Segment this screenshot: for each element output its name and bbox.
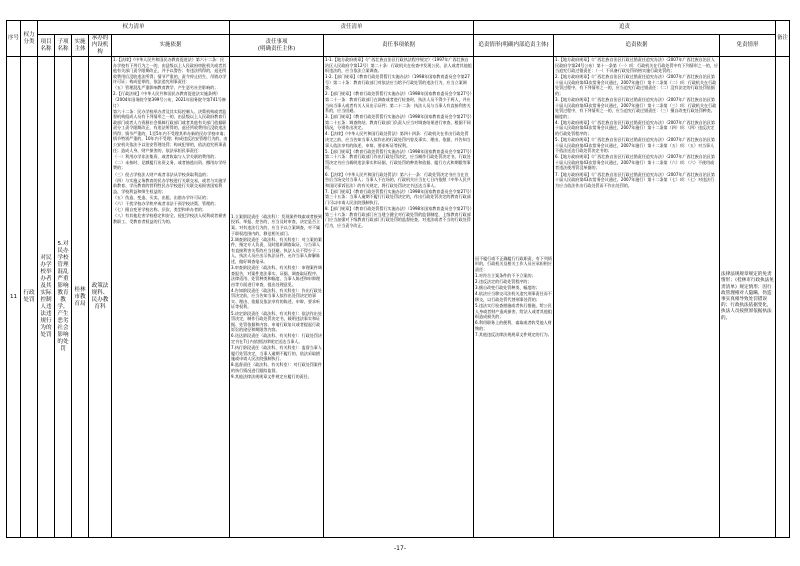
basis-paragraph: （四）与实施义务教育的民办学校进行关联交易，或者与实施学前教育、学历教育的营利性民办学校进行关联交易损害国家利益、学校利益和师生权益的；	[113, 177, 227, 194]
page-number: -17-	[394, 545, 406, 552]
cell-account-basis	[554, 57, 720, 538]
basis-paragraph: （一）利用办学非法集资，或者收取与入学关联的费用的；	[113, 153, 219, 159]
cell-resp-items	[230, 57, 324, 538]
account-case-paragraph: 7.其他违反法律法规规章文件规定的行为。	[475, 332, 552, 338]
account-case-paragraph	[475, 256, 552, 338]
basis-paragraph: （二）未按时、足额履行出资义务，或者抽逃出资、挪用办学经费的；	[113, 159, 227, 171]
header-resp-basis: 责任事项依据	[324, 35, 474, 57]
account-case-paragraph: 6.利用职务上的便利，索取或者收受他人财物的；	[475, 320, 552, 331]
cell-basis	[112, 57, 230, 538]
header-category: 权力分类	[21, 21, 38, 57]
resp-item-paragraph: 7.执行阶段责任（政法科、有关科室）：监督当事人履行处罚决定，当事人逾期不履行的，依法采取措施或申请人民法院强制执行。	[231, 345, 322, 362]
header-subject: 实施主体	[72, 35, 89, 57]
basis-paragraph: （五）管理混乱严重影响教育教学，产生恶劣社会影响的；	[113, 85, 219, 91]
basis-paragraph: 第六十二条：民办学校举办者及其实际控制人、决策机构或者监督机构组成人员有下列情形之一的，由县级以上人民政府教育行政部门或者人力资源社会保障行政部门或者其他有关部门依据职责分工责令限期改正，有违法所得的，退还所收费用后没收违法所得；情节严重的，1至5年内不受理其举办新的民办学校申请；情节特别严重的，10年内不受理；构成违反治安管理行为的，由公安机关依法予以治安管理处罚；构成犯罪的，依法追究刑事责任；造成人身、财产损害的，依法承担民事责任：	[113, 108, 228, 153]
resp-basis-paragraph: 5.【部门规章】《教育行政处罚暂行实施办法》（1998年国家教育委员会令第27号）第二十六条：教育行政部门作出行政处罚决定，应当制作行政处罚决定书，行政处罚决定书应当载明违法事实和证据、行政处罚的种类和依据、履行方式和期限等事项。	[325, 148, 472, 171]
header-subitem: 子项名称	[55, 35, 72, 57]
basis-paragraph: 1.【法律】《中华人民共和国民办教育促进法》第六十二条：民办学校有下列行为之一的，由县级以上人民政府审批机关或者其他有关部门责令限期改正，并予以警告；有违法所得的，退还所收费用后没收违法所得；情节严重的，责令停止招生、吊销办学许可证；构成犯罪的，依法追究刑事责任：	[113, 57, 227, 85]
basis-paragraph: （八）有其他危害学校稳定和安全、侵犯学校法人权利或者损害教职工、受教育者权益的行为的。	[113, 213, 227, 224]
resp-item-paragraph: 9.其他法律法规规章文件规定应履行的责任。	[231, 373, 312, 379]
resp-item-paragraph: 4.告知阶段责任（政法科、有关科室）：作出行政处罚决定前，应当告知当事人拟作出处罚决定的事实、理由、依据及依法享有的陈述、申辩、要求听证等权利。	[231, 287, 322, 310]
header-inner-unit: 承办的内设机构	[89, 35, 112, 57]
cell-seq: 11	[7, 57, 21, 538]
header-resp-items: 责任事项 (明确责任主体)	[230, 35, 324, 57]
resp-item-paragraph: 5.决定阶段责任（政法科、有关科室）：依法作出处罚决定，制作行政处罚决定书，载明违法事实和证据、处罚依据和内容、申请行政复议或者提起行政诉讼的途径和期限等内容。	[231, 310, 322, 333]
account-basis-paragraph: 5.【地方政府规章】《广西壮族自治区行政过错责任追究办法》（2007年广西壮族自治区第十届人民政府第43次常务会议通过，2007年施行）第十二条第（五）项：（五）对当事人不依法送达行政处罚决定书的；	[555, 137, 715, 154]
resp-basis-paragraph: 1-2.【部门规章】《教育行政处罚暂行实施办法》（1998年国家教育委员会令第27号）第二十条：教育行政部门对依法应当给予行政处罚的违法行为，应当立案调查。	[325, 74, 470, 91]
account-case-paragraph: 4.依法应当移交司法机关追究刑事责任而不移交，以行政处罚代替刑事处罚的；	[475, 291, 552, 302]
account-basis-paragraph: 6.【地方政府规章】《广西壮族自治区行政过错责任追究办法》（2007年广西壮族自治区第十届人民政府第43次常务会议通过，2007年施行）第十二条第（六）项：（六）不使用或者违法使用罚没单据的；	[555, 154, 715, 171]
resp-basis-paragraph: 7.【部门规章】《教育行政处罚暂行实施办法》（1998年国家教育委员会令第27号）第三十五条：当事人逾期不履行行政处罚决定的，作出行政处罚决定的教育行政部门可以申请人民法院强制执行。	[325, 188, 472, 205]
header-seq: 序号	[7, 21, 21, 57]
cell-exempt: 法律法规规章规定的免责情形；《桂林市行政执法免责清单》规定情形；因行政管理相对人隐瞒、伪造事实真相导致处罚错误的；行政执法依据变化，执法人员按照原依据执法的。	[720, 57, 776, 538]
resp-basis-paragraph: 6.【法律】《中华人民共和国行政处罚法》第六十一条：行政处罚决定书应当在宣告后当场交付当事人；当事人不在场的，行政机关应当在七日内依照《中华人民共和国民事诉讼法》的有关规定，将行政处罚决定书送达当事人。	[325, 171, 471, 188]
resp-item-paragraph	[231, 214, 322, 380]
basis-paragraph	[113, 57, 228, 224]
resp-basis-paragraph	[325, 57, 472, 228]
account-basis-paragraph: 7.【地方政府规章】《广西壮族自治区行政过错责任追究办法》（2007年广西壮族自治区第十届人民政府第43次常务会议通过，2007年施行）第十二条第（七）项：（七）对违法行为应当依法作出行政处罚而不作出处罚的。	[555, 171, 715, 188]
cell-account-case	[474, 57, 554, 538]
cell-category: 行政处罚	[21, 57, 38, 538]
account-basis-paragraph	[555, 57, 718, 188]
account-case-paragraph: 3.擅自改变行政处罚种类、幅度的；	[475, 285, 540, 291]
account-case-paragraph: 1.对符合立案条件的不予立案的；	[475, 273, 536, 279]
resp-item-paragraph: 6.送达阶段责任（政法科、有关科室）：行政处罚决定书在7日内依照法律规定送达当事人。	[231, 333, 322, 344]
header-basis: 实施依据	[112, 35, 230, 57]
resp-basis-paragraph: 4.【法律】《中华人民共和国行政处罚法》第四十四条：行政机关在作出行政处罚决定之前，应当告知当事人拟作出的行政处罚内容及事实、理由、依据，并告知当事人依法享有的陈述、申辩、要求听证等权利。	[325, 131, 471, 148]
resp-basis-paragraph: 3.【部门规章】《教育行政处罚暂行实施办法》（1998年国家教育委员会令第27号）第二十五条：调查终结，教育行政部门负责人应当对调查结果进行审查，根据不同情况，分别作出决定。	[325, 114, 472, 131]
resp-item-paragraph: 8.监督责任（政法科、有关科室）：对行政处罚案件的执行情况进行跟踪监督。	[231, 362, 322, 373]
resp-basis-paragraph: 2.【部门规章】《教育行政处罚暂行实施办法》（1998年国家教育委员会令第27号）第二十一条：教育行政部门在调查或者进行检查时，执法人员不得少于两人，并应当向当事人或者有关人员出示证件；第二十二条：执法人员与当事人有直接利害关系的，应当回避。	[325, 91, 472, 114]
basis-paragraph: （六）干扰学校办学秩序或者非法干预学校决策、管理的；	[113, 201, 219, 207]
resp-item-paragraph: 2.调查阶段责任（政法科、有关科室）：对立案的案件，指定专人负责，及时组织调查取证，与当事人有直接利害关系的应当回避。执法人员不得少于二人，执法人员应出示执法证件，允许当事人辩解陈述，做好调查笔录。	[231, 236, 322, 264]
account-case-paragraph: 5.违法实行检查措施或者执行措施，给公民人身或者财产造成损害、给法人或者其他组织造成损失的；	[475, 303, 552, 320]
basis-paragraph: （五）伪造、变造、买卖、出租、出借办学许可证的；	[113, 194, 211, 200]
header-item: 项目名称	[38, 35, 55, 57]
header-account-basis: 追责依据	[554, 35, 720, 57]
resp-item-paragraph: 1.立案阶段责任（政法科）：发现案件线索或者接到投诉、举报、控告的，应当及时审查，决定是否立案。对有违法行为的，应当予以立案调查，对不属于职权范围内的，移送相关部门。	[231, 213, 322, 236]
cell-item: 对民办学校举办者及其实际控制人违法违规行为的处罚	[38, 57, 55, 538]
account-basis-paragraph: 2.【地方政府规章】《广西壮族自治区行政过错责任追究办法》（2007年广西壮族自治区第十届人民政府第43次常务会议通过，2007年施行）第十二条第（二）项：行政机关在行政处罚过程中，有下列情形之一的，应当追究行政过错责任：（二）没有法定的行政处罚依据的；	[555, 74, 717, 96]
account-basis-paragraph: 1.【地方政府规章】《广西壮族自治区行政过错责任追究办法》（2007年广西壮族自治区人民政府令第24号公布）第十一条第（一）项：行政机关在行政处罚中有下列情形之一的，应当追究行政过错责任：（一）不具备行政处罚资格实施行政处罚的；	[555, 57, 719, 74]
cell-inner-unit: 政策法规科、民办教育科	[89, 57, 112, 538]
basis-paragraph: 2.【行政法规】《中华人民共和国民办教育促进法实施条例》（2004年国务院令第399号公布，2021年国务院令第741号修订）	[113, 91, 226, 108]
account-case-paragraph: 2.违反法定的行政处罚程序的；	[475, 279, 532, 285]
cell-remark	[776, 57, 790, 538]
cell-subject: 桂林市教育局	[72, 57, 89, 538]
basis-paragraph: （三）侵占学校法人财产或者非法从学校获取利益的；	[113, 171, 211, 177]
resp-basis-paragraph: 1-1.【地方政府规章】《广西壮族自治区行政执法程序规定》（1997年广西壮族自治区人民政府令第12号）第二十条：行政机关在检查中发现公民、法人或者其他组织违法的，应当依法立案调查。	[325, 57, 472, 74]
header-group-responsibility: 责任清单	[230, 21, 474, 35]
account-case-paragraph: 因不履行或不正确履行行政职责，有下列情形的，行政机关及相关工作人员应承担相应责任：	[475, 255, 552, 272]
header-group-accountability: 追责	[474, 21, 776, 35]
resp-item-paragraph: 3.审查阶段责任（政法科、有关科室）：审理案件调查报告，对案件违法事实、证据、调查取证程序、法律适用、处罚种类和幅度、当事人陈述和申辩理由等方面进行审查，提出处理意见。	[231, 265, 322, 287]
header-group-power: 权力清单	[38, 21, 230, 35]
account-basis-paragraph: 3.【地方政府规章】《广西壮族自治区行政过错责任追究办法》（2007年广西壮族自治区第十届人民政府第43次常务会议通过，2007年施行）第十二条第（三）项：行政机关在行政处罚过程中，有下列情形之一的，应当追究行政过错责任：（三）擅自改变行政处罚种类、幅度的；	[555, 97, 717, 119]
cell-subitem: 5.对民办学校管理混乱严重影响教育教学，产生恶劣社会影响的处罚	[55, 57, 72, 538]
account-basis-paragraph: 4.【地方政府规章】《广西壮族自治区行政过错责任追究办法》（2007年广西壮族自治区第十届人民政府第43次常务会议通过，2007年施行）第十二条第（四）项：（四）违反法定的行政处罚程序的；	[555, 119, 715, 136]
basis-paragraph: （七）擅自变更学校名称、层次、类型和举办者的；	[113, 207, 207, 213]
resp-basis-paragraph: 8.【部门规章】《教育行政处罚暂行实施办法》（1998年国家教育委员会令第27号）第三十六条：教育行政部门应当建立健全对行政处罚的监督制度，上级教育行政部门应当加强对下级教育行政部门行政处罚的监督检查，对违法或者不当的行政处罚行为，应当责令改正。	[325, 205, 472, 228]
cell-resp-basis	[324, 57, 474, 538]
power-responsibility-table	[6, 20, 790, 538]
header-account-case: 追责情形(明确内部追责主体)	[474, 35, 554, 57]
header-remark: 备注	[776, 21, 790, 57]
table-row	[7, 57, 790, 538]
header-exempt: 免责情形	[720, 35, 776, 57]
